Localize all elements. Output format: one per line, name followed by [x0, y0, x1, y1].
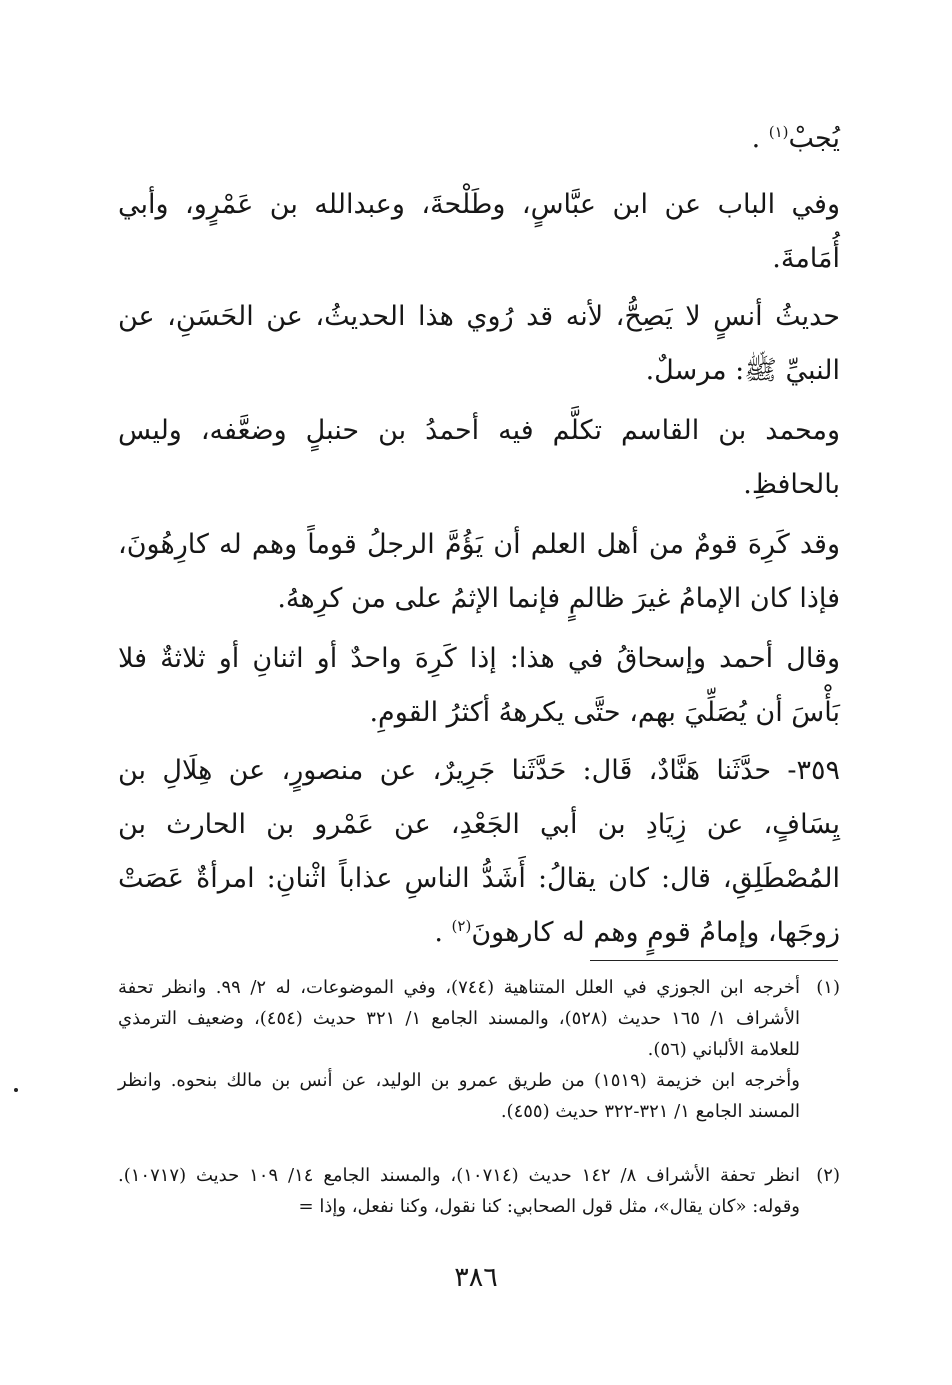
- footnote-1-line-2: وأخرجه ابن خزيمة (١٥١٩) من طريق عمرو بن الوليد، عن أنس بن مالك بنحوه. وانظر المسند الجامع ١/ ٣٢١-٣٢٢ حديث (٤٥٥).: [118, 1070, 800, 1122]
- footnote-2: [118, 1160, 840, 1222]
- hadith-359-end: .: [434, 917, 452, 948]
- paragraph-5: وقد كَرِهَ قومٌ من أهل العلم أن يَؤُمَّ الرجلُ قوماً وهم له كارِهُونَ، فإذا كان الإمامُ غيرَ ظالمٍ فإنما الإثمُ على من كرِههُ.: [118, 529, 840, 614]
- footnote-2-number: (٢): [816, 1165, 840, 1186]
- paragraph-3: حديثُ أنسٍ لا يَصِحُّ، لأنه قد رُوي هذا الحديثُ، عن الحَسَنِ، عن النبيِّ ﷺ: مرسلٌ.: [118, 301, 840, 386]
- paragraph-1: [118, 112, 840, 166]
- scan-speck: [14, 1088, 18, 1092]
- hadith-359: [118, 744, 840, 960]
- paragraph-6: وقال أحمد وإسحاقُ في هذا: إذا كَرِهَ واحدٌ أو اثنانِ أو ثلاثةٌ فلا بَأْسَ أن يُصَلِّيَ بهم، حتَّى يكرههُ أكثرُ القومِ.: [118, 643, 840, 728]
- hadith-359-text: ٣٥٩- حدَّثَنا هَنَّادٌ، قَال: حَدَّثَنا جَرِيرٌ، عن منصورٍ، عن هِلَالِ بن يِسَافٍ، عن زِيَادِ بن أبي الجَعْدِ، عن عَمْرو بن الحارث بن المُصْطَلِقِ، قال: كان يقالُ: أَشَدُّ الناسِ عذاباً اثْنانِ: امرأةٌ عَصَتْ زوجَها، وإمامُ قومٍ وهم له كارهونَ: [118, 755, 840, 948]
- footnote-1-line-1: أخرجه ابن الجوزي في العلل المتناهية (٧٤٤)، وفي الموضوعات، له ٢/ ٩٩. وانظر تحفة الأشراف ١/ ١٦٥ حديث (٥٢٨)، والمسند الجامع ١/ ٣٢١ حديث (٤٥٤)، وضعيف الترمذي للعلامة الألباني (٥٦).: [118, 977, 800, 1060]
- paragraph-1-text: يُجبْ: [788, 123, 840, 154]
- footnote-ref-2[interactable]: (٢): [451, 917, 472, 935]
- footnote-1: [118, 972, 840, 1127]
- paragraph-4: ومحمد بن القاسم تكلَّم فيه أحمدُ بن حنبلٍ وضعَّفه، وليس بالحافظِ.: [118, 415, 840, 500]
- footnote-1-number: (١): [816, 977, 840, 998]
- footnote-divider: [590, 960, 838, 961]
- footnote-2-line-1: انظر تحفة الأشراف ٨/ ١٤٢ حديث (١٠٧١٤)، والمسند الجامع ١٤/ ١٠٩ حديث (١٠٧١٧). وقوله: «كان يقال»، مثل قول الصحابي: كنا نقول، وكنا نفعل، وإذا =: [118, 1165, 800, 1217]
- paragraph-1-end: .: [751, 123, 769, 154]
- footnote-ref-1[interactable]: (١): [768, 123, 789, 141]
- paragraph-2: وفي الباب عن ابن عبَّاسٍ، وطَلْحةَ، وعبدالله بن عَمْرٍو، وأبي أُمَامةَ.: [118, 189, 840, 274]
- page-number: ٣٨٦: [454, 1262, 498, 1293]
